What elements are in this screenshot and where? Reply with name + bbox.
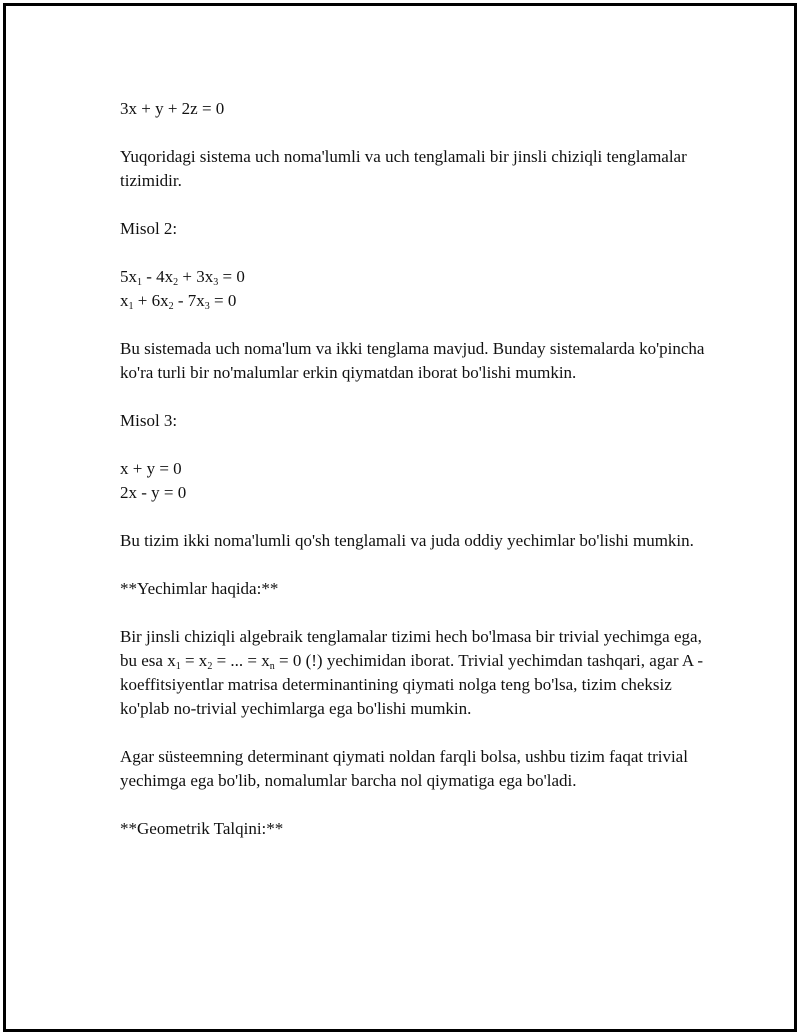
paragraph-system-description: Yuqoridagi sistema uch noma'lumli va uch tenglamali bir jinsli chiziqli tenglamalar tizimidir. (120, 147, 687, 190)
misol-3-equation-1: x + y = 0 (120, 459, 182, 478)
equation-3x-y-2z: 3x + y + 2z = 0 (120, 99, 225, 118)
heading-geometrik-talqini: **Geometrik Talqini:** (120, 819, 284, 838)
paragraph-determinant: Agar süsteemning determinant qiymati noldan farqli bolsa, ushbu tizim faqat trivial yechimga ega bo'lib, nomalumlar barcha nol qiymatiga ega bo'ladi. (120, 747, 688, 790)
misol-2-equation-1: $5x_1 - 4x_2 + 3x_3 = 0$ (120, 267, 245, 288)
misol-3-equations (120, 457, 720, 505)
misol-2-equation-2: $x_1 + 6x_2 - 7x_3 = 0$ (120, 291, 237, 312)
paragraph-trivial-solution: Bir jinsli chiziqli algebraik tenglamalar tizimi hech bo'lmasa bir trivial yechimga ega, bu esa $x_1 = x_2$ = ... = $x_n = 0$ (!) yechimidan iborat. Trivial yechimdan tashqari, agar A - koeffitsiyentlar matrisa determinantining qiymati nolga teng bo'lsa, tizim cheksiz ko'plab no-trivial yechimlarga ega bo'lishi mumkin. (120, 627, 704, 718)
misol-2-equations (120, 265, 720, 313)
misol-2-label: Misol 2: (120, 219, 178, 238)
document-body (120, 97, 720, 841)
paragraph-misol-3: Bu tizim ikki noma'lumli qo'sh tenglamali va juda oddiy yechimlar bo'lishi mumkin. (120, 531, 694, 550)
misol-3-label: Misol 3: (120, 411, 178, 430)
misol-3-equation-2: 2x - y = 0 (120, 483, 187, 502)
page-frame (3, 3, 797, 1032)
heading-yechimlar-haqida: **Yechimlar haqida:** (120, 579, 279, 598)
paragraph-misol-2: Bu sistemada uch noma'lum va ikki tenglama mavjud. Bunday sistemalarda ko'pincha ko'ra turli bir no'malumlar erkin qiymatdan iborat bo'lishi mumkin. (120, 339, 705, 382)
